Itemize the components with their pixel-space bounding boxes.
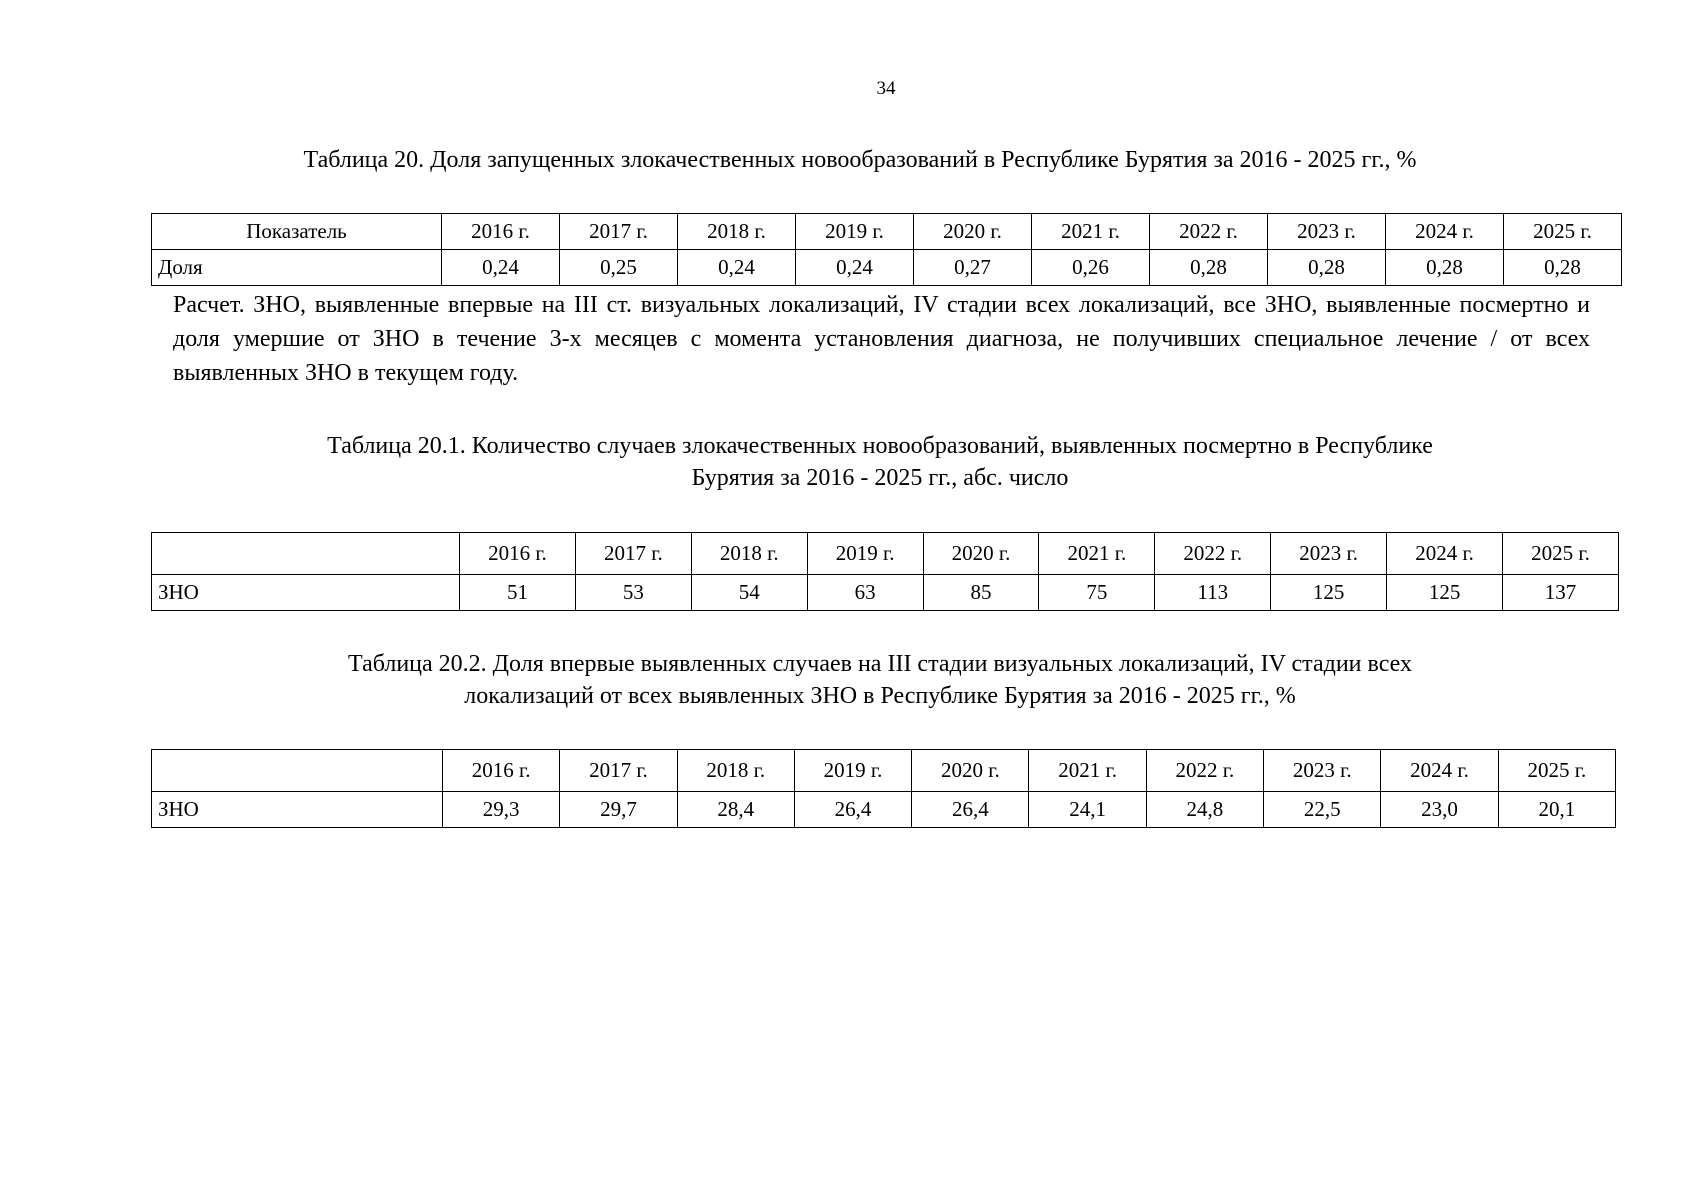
table-20-2	[151, 749, 1616, 828]
table-cell: 54	[691, 575, 807, 611]
header-cell: 2021 г.	[1039, 533, 1155, 575]
header-cell: 2022 г.	[1146, 750, 1263, 792]
header-cell	[152, 533, 460, 575]
table-cell: 125	[1387, 575, 1503, 611]
table-cell: 29,3	[443, 792, 560, 828]
header-cell: 2017 г.	[560, 214, 678, 250]
table-cell: 0,26	[1032, 250, 1150, 286]
header-cell: 2025 г.	[1504, 214, 1622, 250]
table-cell: 51	[460, 575, 576, 611]
table-cell: ЗНО	[152, 792, 443, 828]
table-header-row	[152, 750, 1616, 792]
table-cell: 29,7	[560, 792, 677, 828]
table-20	[151, 213, 1622, 286]
header-cell	[152, 750, 443, 792]
header-cell: 2024 г.	[1381, 750, 1498, 792]
header-cell: 2020 г.	[914, 214, 1032, 250]
calculation-note: Расчет. ЗНО, выявленные впервые на III ст. визуальных локализаций, IV стадии всех локализаций, все ЗНО, выявленные посмертно и доля умершие от ЗНО в течение 3-х месяцев с момента установления диагноза, не получивших специальное лечение / от всех выявленных ЗНО в текущем году.	[173, 292, 1590, 386]
table-cell: 20,1	[1498, 792, 1615, 828]
table-header-row	[152, 214, 1622, 250]
header-cell: 2021 г.	[1029, 750, 1146, 792]
table-cell: 0,28	[1504, 250, 1622, 286]
table-cell: 0,28	[1150, 250, 1268, 286]
header-cell: 2020 г.	[923, 533, 1039, 575]
caption-line: локализаций от всех выявленных ЗНО в Республике Бурятия за 2016 - 2025 гг., %	[464, 683, 1296, 709]
table-cell: 22,5	[1264, 792, 1381, 828]
table-header-row	[152, 533, 1619, 575]
table-cell: 53	[575, 575, 691, 611]
header-cell: 2023 г.	[1271, 533, 1387, 575]
header-cell: 2019 г.	[794, 750, 911, 792]
header-cell: 2025 г.	[1498, 750, 1615, 792]
table-cell: 75	[1039, 575, 1155, 611]
table-20-2-caption	[150, 648, 1610, 712]
header-cell: 2023 г.	[1268, 214, 1386, 250]
table-cell: ЗНО	[152, 575, 460, 611]
table-cell: 26,4	[794, 792, 911, 828]
header-cell: 2021 г.	[1032, 214, 1150, 250]
table-cell: 63	[807, 575, 923, 611]
header-cell: 2016 г.	[443, 750, 560, 792]
table-20-1	[151, 532, 1619, 611]
header-cell: 2016 г.	[460, 533, 576, 575]
header-cell: 2023 г.	[1264, 750, 1381, 792]
table-cell: 0,28	[1268, 250, 1386, 286]
page-number: 34	[876, 78, 896, 99]
table-cell: 0,25	[560, 250, 678, 286]
table-row	[152, 792, 1616, 828]
header-cell: 2019 г.	[807, 533, 923, 575]
header-cell: 2018 г.	[691, 533, 807, 575]
header-cell: 2022 г.	[1150, 214, 1268, 250]
header-cell: 2022 г.	[1155, 533, 1271, 575]
table-cell: 85	[923, 575, 1039, 611]
table-cell: 0,24	[796, 250, 914, 286]
table-cell: 137	[1503, 575, 1619, 611]
table-cell: Доля	[152, 250, 442, 286]
table-cell: 28,4	[677, 792, 794, 828]
header-cell: 2025 г.	[1503, 533, 1619, 575]
caption-line: Таблица 20.2. Доля впервые выявленных случаев на III стадии визуальных локализаций, IV стадии всех	[348, 651, 1412, 677]
header-cell: 2020 г.	[912, 750, 1029, 792]
header-cell: 2024 г.	[1387, 533, 1503, 575]
table-cell: 26,4	[912, 792, 1029, 828]
header-cell: 2017 г.	[560, 750, 677, 792]
table-cell: 0,24	[678, 250, 796, 286]
table-20-caption: Таблица 20. Доля запущенных злокачественных новообразований в Республике Бурятия за 2016 - 2025 гг., %	[303, 147, 1417, 173]
table-cell: 0,24	[442, 250, 560, 286]
table-cell: 125	[1271, 575, 1387, 611]
header-cell: 2024 г.	[1386, 214, 1504, 250]
header-cell: 2018 г.	[678, 214, 796, 250]
header-cell: Показатель	[152, 214, 442, 250]
header-cell: 2018 г.	[677, 750, 794, 792]
table-20-1-caption	[150, 430, 1610, 494]
caption-line: Бурятия за 2016 - 2025 гг., абс. число	[691, 465, 1069, 491]
header-cell: 2017 г.	[575, 533, 691, 575]
table-cell: 24,1	[1029, 792, 1146, 828]
table-row	[152, 250, 1622, 286]
table-cell: 0,27	[914, 250, 1032, 286]
caption-line: Таблица 20.1. Количество случаев злокачественных новообразований, выявленных посмертно в Республике	[327, 433, 1433, 459]
header-cell: 2019 г.	[796, 214, 914, 250]
table-row	[152, 575, 1619, 611]
table-cell: 113	[1155, 575, 1271, 611]
table-cell: 0,28	[1386, 250, 1504, 286]
table-cell: 23,0	[1381, 792, 1498, 828]
table-cell: 24,8	[1146, 792, 1263, 828]
header-cell: 2016 г.	[442, 214, 560, 250]
